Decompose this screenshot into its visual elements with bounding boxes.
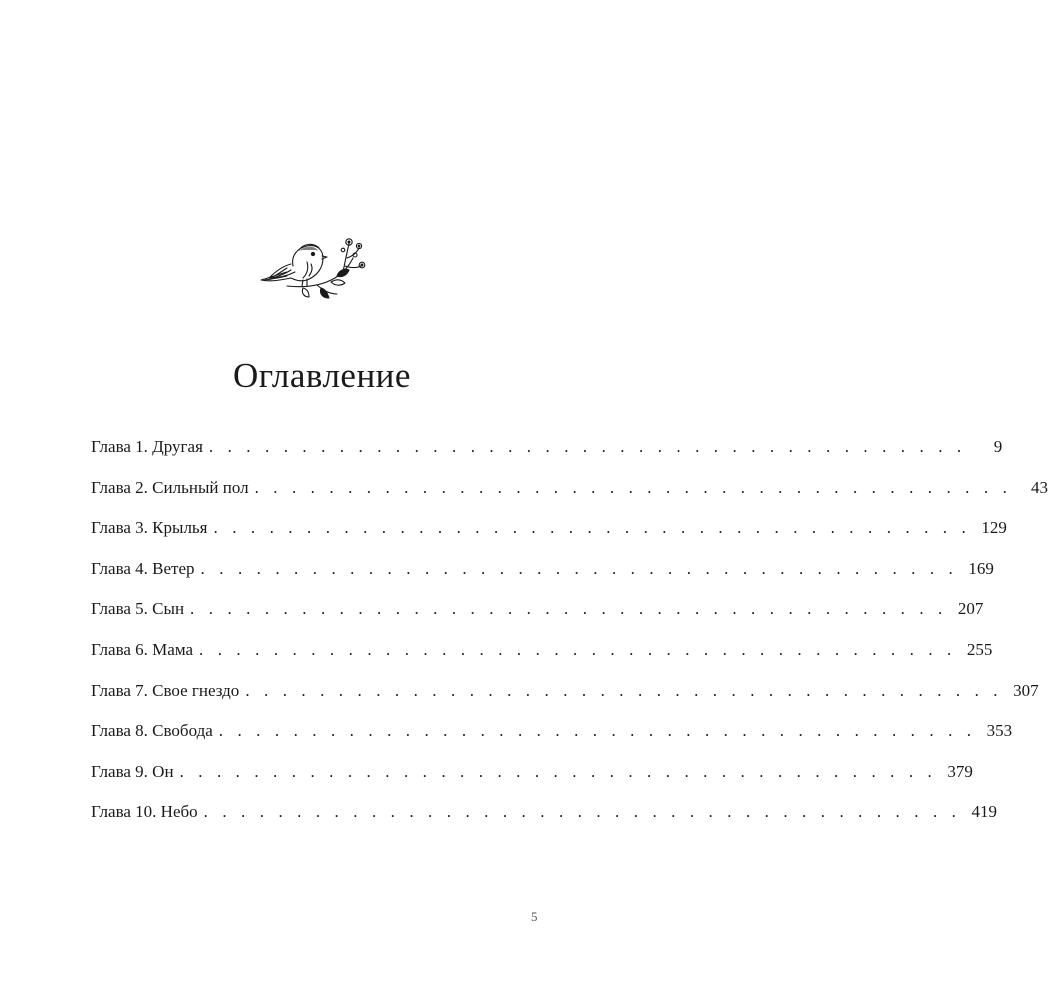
- toc-chapter-title: Глава 5. Сын: [91, 599, 185, 619]
- toc-dot-leader: . . . . . . . . . . . . . . . . . . . . . . . . . . . . . . . . . . . . . . . . .: [190, 599, 948, 619]
- toc-entry[interactable]: [91, 434, 1003, 475]
- toc-page-number: 169: [968, 558, 994, 578]
- toc-chapter-title: Глава 1. Другая: [91, 437, 203, 456]
- toc-page-number: 379: [947, 761, 973, 781]
- toc-dot-leader: . . . . . . . . . . . . . . . . . . . . . . . . . . . . . . . . . . . . . . . . .: [199, 639, 957, 659]
- toc-page-number: 9: [993, 437, 1003, 456]
- page-number: 5: [531, 909, 538, 924]
- toc-entry[interactable]: [91, 718, 1013, 759]
- toc-page-number: 353: [986, 721, 1013, 741]
- toc-entry[interactable]: [91, 556, 994, 597]
- toc-page-number: 255: [966, 639, 993, 659]
- toc-chapter-title: Глава 3. Крылья: [91, 518, 208, 538]
- toc-chapter-title: Глава 6. Мама: [91, 639, 194, 659]
- toc-page-number: 43: [1030, 477, 1048, 497]
- toc-chapter-title: Глава 10. Небо: [91, 802, 198, 822]
- toc-dot-leader: . . . . . . . . . . . . . . . . . . . . . . . . . . . . . . . . . . . . . . . . .: [203, 802, 962, 822]
- toc-chapter-title: Глава 7. Свое гнездо: [91, 680, 240, 700]
- toc-page-number: 419: [971, 802, 998, 822]
- toc-entry[interactable]: [91, 759, 973, 800]
- toc-chapter-title: Глава 4. Ветер: [91, 558, 195, 578]
- toc-entry[interactable]: [91, 515, 1007, 556]
- toc-dot-leader: . . . . . . . . . . . . . . . . . . . . . . . . . . . . . . . . . . . . . . . . .: [208, 437, 967, 456]
- toc-chapter-title: Глава 8. Свобода: [91, 721, 213, 741]
- toc-dot-leader: . . . . . . . . . . . . . . . . . . . . . . . . . . . . . . . . . . . . . . . . .: [213, 518, 971, 538]
- toc-entry[interactable]: [91, 799, 998, 840]
- toc-chapter-title: Глава 9. Он: [91, 761, 174, 781]
- toc-page-number: 207: [957, 599, 984, 619]
- toc-entry[interactable]: [91, 475, 1048, 516]
- table-of-contents: [91, 434, 1048, 840]
- toc-entry[interactable]: [91, 637, 993, 678]
- toc-entry[interactable]: [91, 678, 1039, 719]
- toc-page-number: 307: [1013, 680, 1039, 700]
- page-title: Оглавление: [233, 356, 411, 395]
- toc-dot-leader: . . . . . . . . . . . . . . . . . . . . . . . . . . . . . . . . . . . . . . . . .: [254, 477, 1012, 497]
- toc-dot-leader: . . . . . . . . . . . . . . . . . . . . . . . . . . . . . . . . . . . . . . . . .: [179, 761, 937, 781]
- toc-dot-leader: . . . . . . . . . . . . . . . . . . . . . . . . . . . . . . . . . . . . . . . . .: [245, 680, 1003, 700]
- toc-page-number: 129: [981, 518, 1007, 538]
- bird-on-branch-icon: [257, 228, 367, 300]
- toc-chapter-title: Глава 2. Сильный пол: [91, 477, 249, 497]
- toc-dot-leader: . . . . . . . . . . . . . . . . . . . . . . . . . . . . . . . . . . . . . . . . .: [218, 721, 977, 741]
- toc-entry[interactable]: [91, 596, 984, 637]
- toc-dot-leader: . . . . . . . . . . . . . . . . . . . . . . . . . . . . . . . . . . . . . . . . .: [200, 558, 958, 578]
